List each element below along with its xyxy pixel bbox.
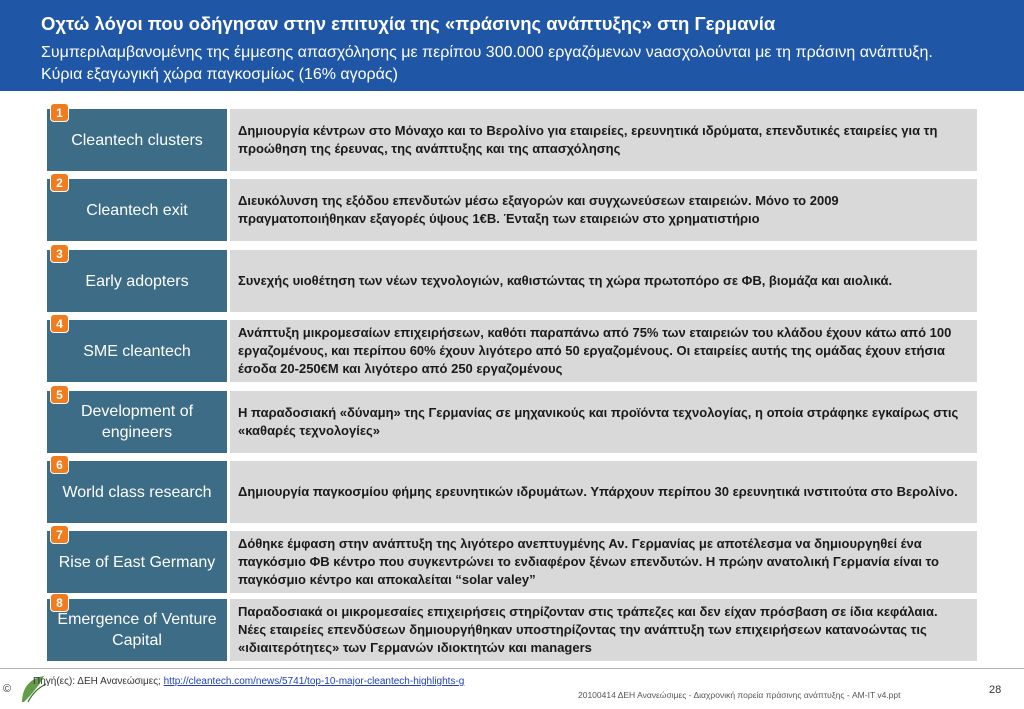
number-badge: 5 [51, 386, 68, 403]
source-note [33, 676, 464, 687]
number-badge: 3 [51, 245, 68, 262]
source-prefix: Πηγή(ες): ΔΕΗ Ανανεώσιμες; [33, 676, 161, 687]
reason-row-1 [0, 105, 1024, 171]
number-badge: 4 [51, 315, 68, 332]
reason-label: SME cleantech [47, 320, 227, 382]
page-subtitle: Συμπεριλαμβανομένης της έμμεσης απασχόλησης με περίπου 300.000 εργαζόμενων νaασχολούνται με τη πράσινη ανάπτυξη. Κύρια εξαγωγική χώρα παγκοσμίως (16% αγοράς) [41, 44, 933, 83]
reason-label: Cleantech clusters [47, 109, 227, 171]
number-badge: 2 [51, 174, 68, 191]
reason-label: Early adopters [47, 250, 227, 312]
page-number: 28 [989, 684, 1002, 696]
source-link[interactable]: http://cleantech.com/news/5741/top-10-major-cleantech-highlights-g [163, 676, 465, 687]
reason-description: Δημιουργία παγκοσμίου φήμης ερευνητικών ιδρυμάτων. Υπάρχουν περίπου 30 ερευνητικά ινστιτούτα στο Βερολίνο. [230, 461, 977, 523]
reason-label: World class research [47, 461, 227, 523]
reason-description: Παραδοσιακά οι μικρομεσαίες επιχειρήσεις στηρίζονταν στις τράπεζες και δεν είχαν πρόσβαση σε ίδια κεφάλαια. Νέες εταιρείες επενδύσεων δημιουργήθηκαν υποστηρίζοντας την ανάπτυξη των επιχειρήσεων κατανοώντας τις «ιδιαιτερότητες» των Γερμανών ιδιοκτητών και managers [230, 599, 977, 661]
number-badge: 1 [51, 104, 68, 121]
reason-description: Η παραδοσιακή «δύναμη» της Γερμανίας σε μηχανικούς και προϊόντα τεχνολογίας, η οποία στράφηκε εγκαίρως στις «καθαρές τεχνολογίες» [230, 391, 977, 453]
reason-label: Cleantech exit [47, 179, 227, 241]
copyright-mark: © [3, 683, 12, 695]
title-banner [0, 0, 1024, 91]
page-title: Οχτώ λόγοι που οδήγησαν στην επιτυχία της «πράσινης ανάπτυξης» στη Γερμανία [41, 13, 776, 34]
reason-row-6 [0, 457, 1024, 523]
reason-label: Development of engineers [47, 391, 227, 453]
reason-row-3 [0, 246, 1024, 312]
reason-row-2 [0, 175, 1024, 241]
number-badge: 8 [51, 594, 68, 611]
reason-description: Δημιουργία κέντρων στο Μόναχο και το Βερολίνο για εταιρείες, ερευνητικά ιδρύματα, επενδυτικές εταιρείες για τη προώθηση της έρευνας, της ανάπτυξης και της απασχόλησης [230, 109, 977, 171]
reason-row-8 [0, 595, 1024, 661]
reason-description: Δόθηκε έμφαση στην ανάπτυξη της λιγότερο ανεπτυγμένης Αν. Γερμανίας με αποτέλεσμα να δημιουργηθεί ένα παγκόσμιο ΦΒ κέντρο που συγκεντρώνει το ενδιαφέρον ξένων επενδυτών. Η πρώην ανατολική Γερμανία είναι το παγκόσμιο κέντρο και αποκαλείται “solar valey” [230, 531, 977, 593]
number-badge: 6 [51, 456, 68, 473]
reason-row-5 [0, 387, 1024, 453]
reason-row-7 [0, 527, 1024, 593]
footer-divider [0, 668, 1024, 669]
number-badge: 7 [51, 526, 68, 543]
reason-description: Διευκόλυνση της εξόδου επενδυτών μέσω εξαγορών και συγχωνεύσεων εταιρειών. Μόνο το 2009 πραγματοποιήθηκαν εξαγορές ύψους 1€B. Ένταξη των εταιρειών στο χρηματιστήριο [230, 179, 977, 241]
reason-description: Ανάπτυξη μικρομεσαίων επιχειρήσεων, καθότι παραπάνω από 75% των εταιρειών του κλάδου έχουν κάτω από 100 εργαζομένους, και περίπου 60% έχουν λιγότερο από 50 εργαζομένους. Οι εταιρείες αυτής της ομάδας έχουν ετήσια έσοδα 20-250€M και λιγότερο από 250 εργαζομένους [230, 320, 977, 382]
reason-label: Emergence of Venture Capital [47, 599, 227, 661]
reason-description: Συνεχής υιοθέτηση των νέων τεχνολογιών, καθιστώντας τη χώρα πρωτοπόρο σε ΦΒ, βιομάζα και αιολικά. [230, 250, 977, 312]
reason-row-4 [0, 316, 1024, 382]
file-footnote: 20100414 ΔΕΗ Ανανεώσιμες - Διαχρονική πορεία πράσινης ανάπτυξης - AM-IT v4.ppt [578, 690, 901, 700]
reason-label: Rise of East Germany [47, 531, 227, 593]
